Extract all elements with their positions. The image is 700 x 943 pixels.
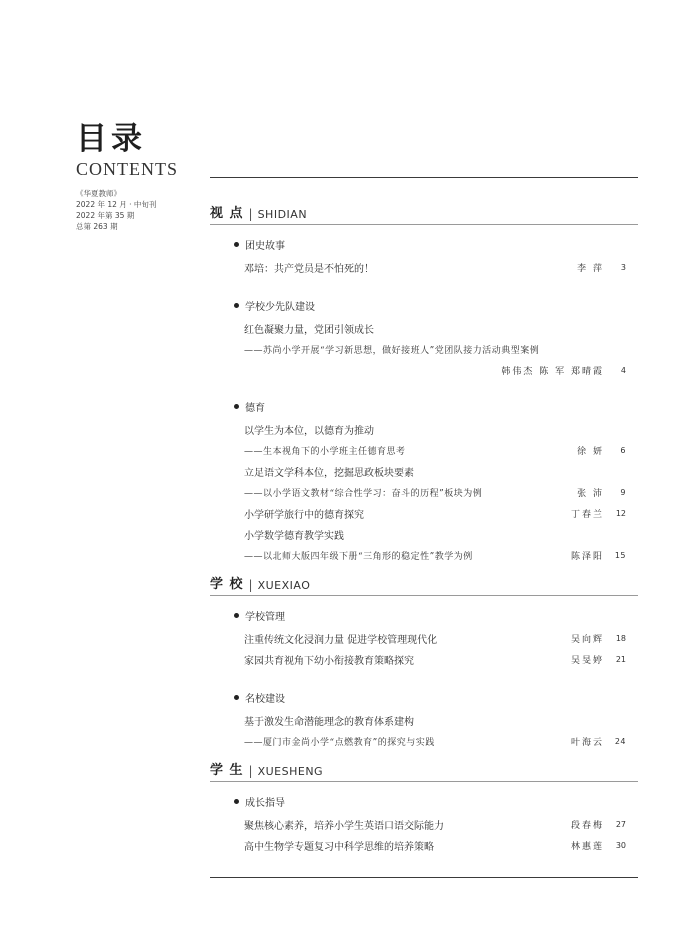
entry-page: 21 bbox=[615, 655, 626, 664]
bullet-icon bbox=[234, 799, 239, 804]
toc-entry[interactable] bbox=[244, 524, 626, 566]
section-separator: | bbox=[248, 764, 253, 778]
entry-title: 聚焦核心素养，培养小学生英语口语交际能力 bbox=[244, 821, 444, 832]
issue-date: 2022 年 12 月 · 中旬刊 bbox=[76, 200, 157, 209]
masthead bbox=[76, 122, 206, 232]
total-issue-number: 总第 263 期 bbox=[76, 222, 118, 231]
entry-title: 基于激发生命潜能理念的教育体系建构 bbox=[244, 717, 414, 728]
toc-entry[interactable] bbox=[244, 628, 626, 649]
section-title-cn: 视 点 bbox=[210, 206, 244, 221]
entry-page: 12 bbox=[615, 509, 626, 518]
category-heading bbox=[234, 298, 638, 312]
section-title-en: XUESHENG bbox=[257, 765, 324, 778]
entry-page: 4 bbox=[620, 366, 626, 375]
entry-title: 红色凝聚力量，党团引领成长 bbox=[244, 325, 374, 336]
category-name: 成长指导 bbox=[245, 797, 285, 809]
toc-entry[interactable] bbox=[244, 419, 626, 461]
toc-entry[interactable] bbox=[244, 835, 626, 856]
entry-title: 高中生物学专题复习中科学思维的培养策略 bbox=[244, 842, 434, 853]
bullet-icon bbox=[234, 613, 239, 618]
entry-subtitle: ——生本视角下的小学班主任德育思考 bbox=[244, 447, 406, 457]
entry-title: 小学研学旅行中的德育探究 bbox=[244, 510, 364, 521]
journal-name: 《华夏教师》 bbox=[76, 189, 121, 198]
section-heading bbox=[210, 570, 638, 596]
section-xuexiao bbox=[210, 570, 638, 752]
entry-title: 小学数学德育教学实践 bbox=[244, 531, 344, 542]
contents-title: 目录 bbox=[76, 121, 146, 157]
entry-title: 以学生为本位，以德育为推动 bbox=[244, 426, 374, 437]
entry-page: 24 bbox=[614, 737, 626, 746]
section-heading bbox=[210, 756, 638, 782]
table-of-contents bbox=[210, 177, 638, 856]
entry-author: 张 沛 bbox=[577, 489, 604, 499]
bullet-icon bbox=[234, 303, 239, 308]
section-title-cn: 学 校 bbox=[210, 577, 244, 592]
entry-author: 叶海云 bbox=[570, 738, 604, 748]
category-heading bbox=[234, 608, 638, 622]
toc-entry[interactable] bbox=[244, 710, 626, 752]
category-heading bbox=[234, 690, 638, 704]
entry-author: 丁春兰 bbox=[570, 510, 604, 520]
entry-subtitle: ——苏尚小学开展“学习新思想，做好接班人”党团队接力活动典型案例 bbox=[244, 346, 540, 356]
entry-page: 15 bbox=[614, 551, 626, 560]
bullet-icon bbox=[234, 242, 239, 247]
section-shidian bbox=[210, 199, 638, 566]
entry-title: 家园共育视角下幼小衔接教育策略探究 bbox=[244, 656, 414, 667]
toc-entry[interactable] bbox=[244, 461, 626, 503]
section-title-en: XUEXIAO bbox=[257, 579, 311, 592]
entry-author: 吴旻婷 bbox=[570, 656, 604, 666]
bottom-divider bbox=[210, 877, 638, 878]
toc-entry[interactable] bbox=[244, 257, 626, 278]
entry-subtitle: ——厦门市金尚小学“点燃教育”的探究与实践 bbox=[244, 738, 435, 748]
entry-title: 注重传统文化浸润力量 促进学校管理现代化 bbox=[244, 635, 438, 646]
entry-author: 吴向辉 bbox=[570, 635, 604, 645]
entry-page: 3 bbox=[620, 263, 626, 272]
toc-entry[interactable] bbox=[244, 318, 626, 381]
category-name: 德育 bbox=[245, 402, 265, 414]
entry-title: 邓培：共产党员是不怕死的！ bbox=[244, 264, 374, 275]
section-heading bbox=[210, 199, 638, 225]
section-xuesheng bbox=[210, 756, 638, 856]
toc-entry[interactable] bbox=[244, 649, 626, 670]
bullet-icon bbox=[234, 695, 239, 700]
entry-page: 30 bbox=[615, 841, 626, 850]
entry-subtitle: ——以小学语文教材“综合性学习：奋斗的历程”板块为例 bbox=[244, 489, 483, 499]
category-name: 名校建设 bbox=[245, 693, 285, 705]
category-heading bbox=[234, 794, 638, 808]
category-name: 学校管理 bbox=[245, 611, 285, 623]
bullet-icon bbox=[234, 404, 239, 409]
entry-page: 27 bbox=[615, 820, 626, 829]
section-separator: | bbox=[248, 207, 253, 221]
category-name: 学校少先队建设 bbox=[245, 301, 315, 313]
category-name: 团史故事 bbox=[245, 240, 285, 252]
section-title-en: SHIDIAN bbox=[257, 208, 308, 221]
entry-page: 6 bbox=[620, 446, 626, 455]
entry-page: 18 bbox=[615, 634, 626, 643]
section-title-cn: 学 生 bbox=[210, 763, 244, 778]
entry-author: 陈泽阳 bbox=[570, 552, 604, 562]
toc-entry[interactable] bbox=[244, 814, 626, 835]
entry-author: 林惠莲 bbox=[570, 842, 604, 852]
entry-authors: 韩伟杰 陈 军 郑晴霞 bbox=[501, 367, 604, 377]
contents-subtitle: CONTENTS bbox=[76, 159, 178, 179]
category-heading bbox=[234, 237, 638, 251]
entry-author: 李 萍 bbox=[577, 264, 604, 274]
entry-page: 9 bbox=[620, 488, 626, 497]
entry-author: 段春梅 bbox=[570, 821, 604, 831]
issue-number: 2022 年第 35 期 bbox=[76, 211, 135, 220]
issue-info bbox=[76, 188, 206, 232]
section-separator: | bbox=[248, 578, 253, 592]
entry-author: 徐 妍 bbox=[577, 447, 604, 457]
entry-title: 立足语文学科本位，挖掘思政板块要素 bbox=[244, 468, 414, 479]
entry-subtitle: ——以北师大版四年级下册“三角形的稳定性”教学为例 bbox=[244, 552, 473, 562]
category-heading bbox=[234, 399, 638, 413]
toc-entry[interactable] bbox=[244, 503, 626, 524]
